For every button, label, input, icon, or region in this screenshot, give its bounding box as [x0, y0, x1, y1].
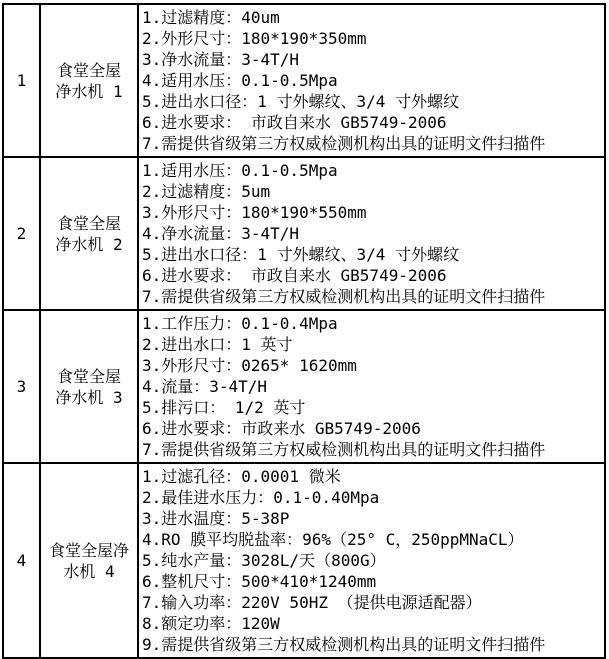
spec-line: 7.输入功率：220V 50HZ （提供电源适配器）: [142, 593, 482, 612]
spec-line: 9.需提供省级第三方权威检测机构出具的证明文件扫描件: [142, 635, 546, 654]
spec-line: 4.RO 膜平均脱盐率：96%（25° C，250ppMNaCL）: [142, 530, 524, 549]
item-name-cell: [40, 157, 138, 310]
row-number: 4: [16, 551, 27, 570]
spec-line: 1.适用水压：0.1-0.5Mpa: [142, 161, 338, 180]
spec-list-cell: [138, 157, 605, 310]
spec-line: 3.外形尺寸：180*190*550mm: [142, 203, 367, 222]
spec-line: 1.过滤孔径：0.0001 微米: [142, 467, 341, 486]
spec-line: 3.进水温度：5-38P: [142, 509, 290, 528]
spec-line: 2.最佳进水压力：0.1-0.40Mpa: [142, 488, 380, 507]
spec-list-cell: [138, 463, 605, 658]
spec-line: 2.过滤精度：5um: [142, 182, 271, 201]
spec-table: [2, 3, 606, 659]
item-name-line: 净水机 2: [55, 234, 123, 254]
spec-line: 2.外形尺寸：180*190*350mm: [142, 29, 367, 48]
spec-line: 5.排污口： 1/2 英寸: [142, 398, 306, 417]
row-number-cell: [3, 310, 40, 463]
spec-line: 8.额定功率：120W: [142, 614, 280, 633]
row-number-cell: [3, 157, 40, 310]
spec-line: 6.进水要求： 市政自来水 GB5749-2006: [142, 113, 447, 132]
spec-line: 6.整机尺寸：500*410*1240mm: [142, 572, 377, 591]
row-number: 2: [16, 224, 27, 243]
row-number-cell: [3, 4, 40, 157]
spec-list-cell: [138, 4, 605, 157]
spec-line: 7.需提供省级第三方权威检测机构出具的证明文件扫描件: [142, 287, 546, 306]
item-name-line: 水机 4: [63, 561, 115, 581]
table-row: [3, 463, 605, 658]
spec-line: 1.过滤精度：40um: [142, 8, 280, 27]
spec-line: 1.工作压力：0.1-0.4Mpa: [142, 314, 338, 333]
item-name-line: 食堂全屋净: [48, 540, 129, 560]
spec-line: 6.进水要求： 市政自来水 GB5749-2006: [142, 266, 447, 285]
item-name-line: 食堂全屋: [56, 60, 121, 80]
row-number-cell: [3, 463, 40, 658]
item-name-line: 食堂全屋: [56, 213, 121, 233]
spec-line: 5.纯水产量：3028L/天（800G）: [142, 551, 386, 570]
table-row: [3, 4, 605, 157]
spec-line: 3.外形尺寸：0265* 1620mm: [142, 356, 357, 375]
spec-line: 5.进出水口径：1 寸外螺纹、3/4 寸外螺纹: [142, 245, 460, 264]
spec-line: 2.进出水口：1 英寸: [142, 335, 293, 354]
item-name-cell: [40, 463, 138, 658]
spec-list-cell: [138, 310, 605, 463]
spec-line: 4.适用水压：0.1-0.5Mpa: [142, 71, 338, 90]
spec-line: 5.进出水口径：1 寸外螺纹、3/4 寸外螺纹: [142, 92, 460, 111]
spec-line: 7.需提供省级第三方权威检测机构出具的证明文件扫描件: [142, 440, 546, 459]
item-name-line: 净水机 1: [55, 81, 123, 101]
item-name-cell: [40, 310, 138, 463]
row-number: 1: [16, 71, 27, 90]
spec-line: 7.需提供省级第三方权威检测机构出具的证明文件扫描件: [142, 134, 546, 153]
spec-line: 4.流量：3-4T/H: [142, 377, 268, 396]
item-name-cell: [40, 4, 138, 157]
table-row: [3, 157, 605, 310]
spec-line: 3.净水流量：3-4T/H: [142, 50, 300, 69]
row-number: 3: [16, 377, 27, 396]
item-name-line: 净水机 3: [55, 387, 123, 407]
spec-line: 6.进水要求：市政来水 GB5749-2006: [142, 419, 421, 438]
item-name-line: 食堂全屋: [56, 366, 121, 386]
table-row: [3, 310, 605, 463]
spec-line: 4.净水流量：3-4T/H: [142, 224, 300, 243]
